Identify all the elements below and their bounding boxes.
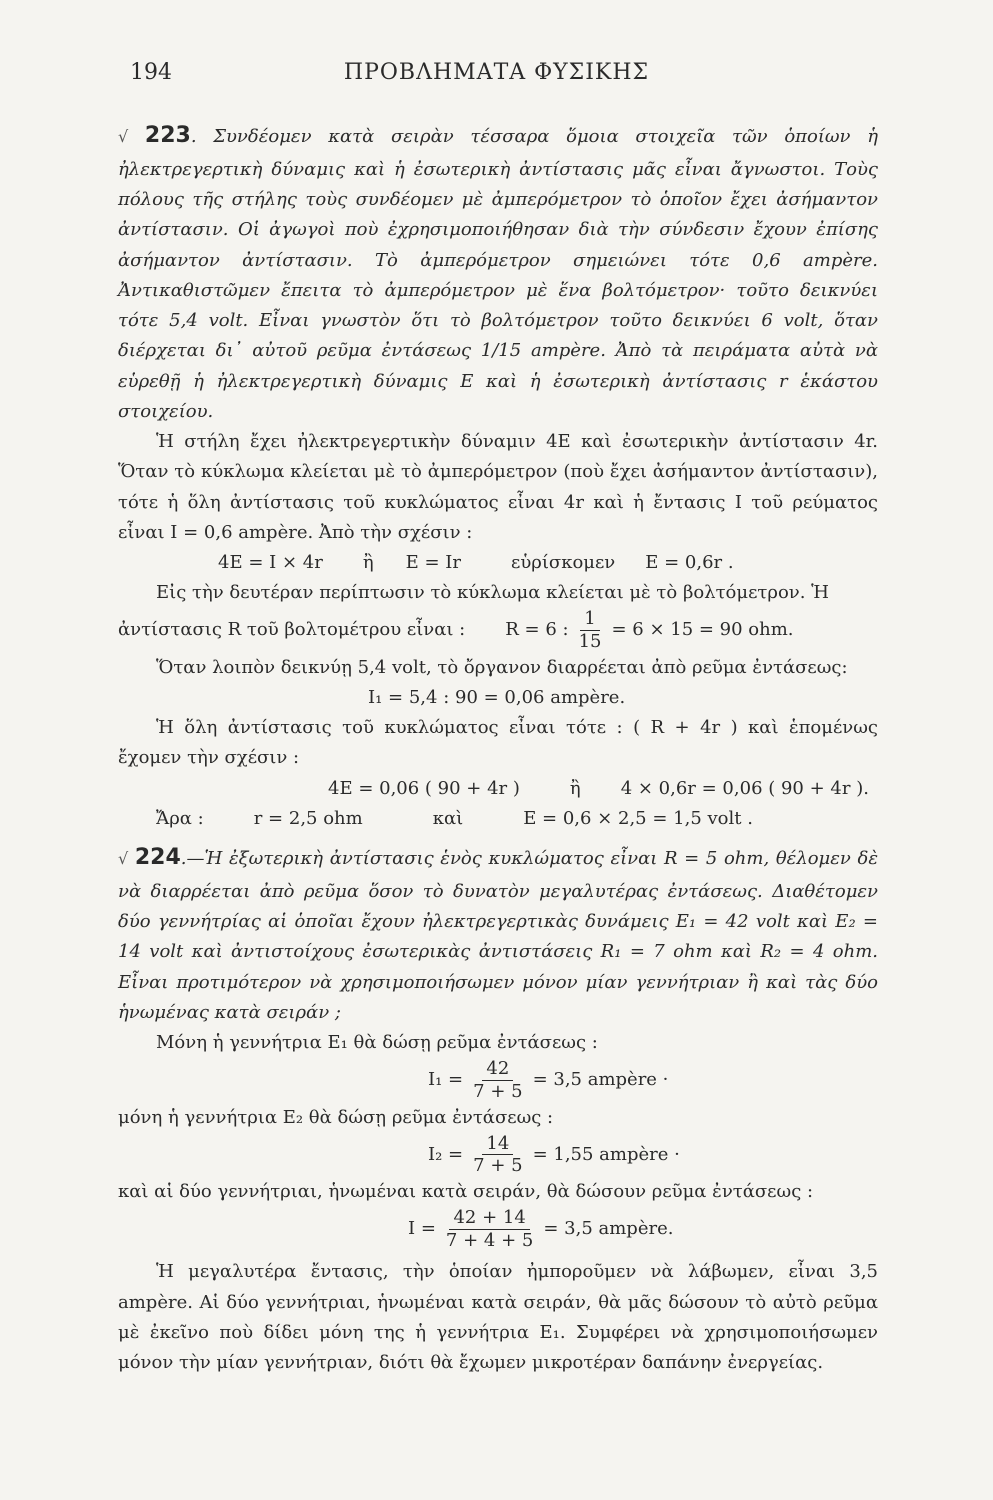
equation: 4 × 0,6r = 0,06 ( 90 + 4r ). <box>620 777 869 799</box>
equation-line <box>118 774 878 804</box>
equation: = 1,55 ampère · <box>532 1143 680 1165</box>
equation: I = <box>408 1218 436 1240</box>
solution-paragraph: Εἰς τὴν δευτέραν περίπτωσιν τὸ κύκλωμα κλείεται μὲ τὸ βολτόμετρον. Ἡ <box>156 582 830 604</box>
page-header <box>130 60 863 90</box>
problem-text: .—Ἡ ἐξωτερικὴ ἀντίστασις ἑνὸς κυκλώματος εἶναι R = 5 ohm, θέλομεν δὲ νὰ διαρρέεται ἀπὸ ρεῦμα ὅσον τὸ δυνατὸν μεγαλυτέρας ἐντάσεως. Διαθέτομεν δύο γεννήτρίας αἱ ὁποῖαι ἔχουν ἠλεκτρεγερτικὰς δυνάμεις E₁ = 42 volt καὶ E₂ = 14 volt καὶ ἀντιστοίχους ἐσωτερικὰς ἀντιστάσεις R₁ = 7 ohm καὶ R₂ = 4 ohm. Εἶναι προτιμότερον νὰ χρησιμοποιήσωμεν μόνον μίαν γεννήτριαν ἢ καὶ τὰς δύο ἡνωμένας κατὰ σειράν ; <box>118 848 878 1023</box>
fraction-numerator: 14 <box>482 1133 513 1156</box>
equation: E = Ir <box>405 552 461 573</box>
solution-paragraph: καὶ αἱ δύο γεννήτριαι, ἡνωμέναι κατὰ σειράν, θὰ δώσουν ρεῦμα ἐντάσεως : <box>118 1181 814 1203</box>
solution-paragraph: μόνη ἡ γεννήτρια E₂ θὰ δώσῃ ρεῦμα ἐντάσεως : <box>118 1106 554 1128</box>
equation-line <box>118 608 878 652</box>
equation-text: καὶ <box>432 807 464 829</box>
equation: = 3,5 ampère · <box>532 1069 669 1091</box>
equation-text: Ἄρα : <box>156 807 204 829</box>
equation-text: εὑρίσκομεν <box>511 552 616 573</box>
page-title: ΠΡΟΒΛΗΜΑΤΑ ΦΥΣΙΚΗΣ <box>343 60 650 85</box>
fraction <box>469 1133 526 1177</box>
equation-text: ἢ <box>569 777 581 799</box>
fraction-numerator: 42 + 14 <box>449 1207 529 1230</box>
fraction <box>575 608 606 652</box>
solution-paragraph: Μόνη ἡ γεννήτρια E₁ θὰ δώσῃ ρεῦμα ἐντάσεως : <box>156 1032 598 1054</box>
fraction-denominator: 7 + 4 + 5 <box>445 1229 534 1251</box>
page-number: 194 <box>130 60 172 85</box>
check-mark-icon: √ <box>118 849 129 869</box>
equation: I₁ = 5,4 : 90 = 0,06 ampère. <box>368 686 626 708</box>
equation: 4E = 0,06 ( 90 + 4r ) <box>328 777 520 799</box>
fraction <box>442 1207 537 1251</box>
fraction-numerator: 42 <box>482 1058 513 1081</box>
equation: E = 0,6r . <box>645 552 734 573</box>
equation-text: ἢ <box>362 552 374 573</box>
fraction-denominator: 7 + 5 <box>473 1155 523 1177</box>
fraction-denominator: 15 <box>578 631 602 653</box>
equation: I₁ = <box>428 1069 464 1091</box>
fraction-numerator: 1 <box>580 608 599 631</box>
equation-line <box>118 548 878 578</box>
page-content <box>118 118 878 1378</box>
equation: R = 6 : <box>505 619 569 641</box>
problem-223-statement <box>118 118 878 427</box>
problem-number: 223 <box>144 123 191 148</box>
equation: E = 0,6 × 2,5 = 1,5 volt . <box>523 807 753 829</box>
equation: r = 2,5 ohm <box>253 807 363 829</box>
equation-line <box>118 1207 878 1251</box>
equation-line <box>118 804 878 834</box>
solution-paragraph: Ἡ στήλη ἔχει ἠλεκτρεγερτικὴν δύναμιν 4E καὶ ἐσωτερικὴν ἀντίστασιν 4r. Ὅταν τὸ κύκλωμα κλείεται μὲ τὸ ἀμπερόμετρον (ποὺ ἔχει ἀσήμαντον ἀντίστασιν), τότε ἡ ὅλη ἀντίστασις τοῦ κυκλώματος εἶναι 4r καὶ ἡ ἔντασις I τοῦ ρεύματος εἶναι I = 0,6 ampère. Ἀπὸ τὴν σχέσιν : <box>118 431 878 543</box>
equation-line <box>118 1133 878 1177</box>
equation: I₂ = <box>428 1143 464 1165</box>
equation: 4E = I × 4r <box>218 552 323 573</box>
problem-224-statement <box>118 840 878 1028</box>
equation-line <box>118 1058 878 1102</box>
solution-paragraph: Ὅταν λοιπὸν δεικνύῃ 5,4 volt, τὸ ὄργανον διαρρέεται ἀπὸ ρεῦμα ἐντάσεως: <box>156 656 848 678</box>
equation: = 3,5 ampère. <box>543 1218 674 1240</box>
problem-text: . Συνδέομεν κατὰ σειρὰν τέσσαρα ὅμοια στοιχεῖα τῶν ὁποίων ἡ ἠλεκτρεγερτικὴ δύναμις καὶ ἡ ἐσωτερικὴ ἀντίστασις μᾶς εἶναι ἄγνωστοι. Τοὺς πόλους τῆς στήλης τοὺς συνδέομεν μὲ ἀμπερόμετρον τὸ ὁποῖον ἔχει ἀσήμαντον ἀντίστασιν. Οἱ ἀγωγοὶ ποὺ ἐχρησιμοποιήθησαν διὰ τὴν σύνδεσιν ἔχουν ἐπίσης ἀσήμαντον ἀντίστασιν. Τὸ ἀμπερόμετρον σημειώνει τότε 0,6 ampère. Ἀντικαθιστῶμεν ἔπειτα τὸ ἀμπερόμετρον μὲ ἕνα βολτόμετρον· τοῦτο δεικνύει τότε 5,4 volt. Εἶναι γνωστὸν ὅτι τὸ βολτόμετρον τοῦτο δεικνύει 6 volt, ὅταν διέρχεται δι᾽ αὐτοῦ ρεῦμα ἐντάσεως 1/15 ampère. Ἀπὸ τὰ πειράματα αὐτὰ νὰ εὑρεθῇ ἡ ἠλεκτρεγερτικὴ δύναμις E καὶ ἡ ἐσωτερικὴ ἀντίστασις r ἑκάστου στοιχείου. <box>118 126 878 422</box>
conclusion-paragraph: Ἡ μεγαλυτέρα ἔντασις, τὴν ὁποίαν ἠμποροῦμεν νὰ λάβωμεν, εἶναι 3,5 ampère. Αἱ δύο γεννήτριαι, ἡνωμέναι κατὰ σειράν, θὰ μᾶς δώσουν τὸ αὐτὸ ρεῦμα μὲ ἐκεῖνο ποὺ δίδει μόνη της ἡ γεννήτρια E₁. Συμφέρει νὰ χρησιμοποιήσωμεν μόνον τὴν μίαν γεννήτριαν, διότι θὰ ἔχωμεν μικροτέραν δαπάνην ἐνεργείας. <box>118 1261 878 1374</box>
equation-line <box>118 683 878 713</box>
problem-number: 224 <box>134 845 181 871</box>
equation-text: ἀντίστασις R τοῦ βολτομέτρου εἶναι : <box>118 619 466 641</box>
fraction <box>469 1058 526 1102</box>
solution-paragraph: Ἡ ὅλη ἀντίστασις τοῦ κυκλώματος εἶναι τότε : ( R + 4r ) καὶ ἑπομένως ἔχομεν τὴν σχέσιν : <box>118 717 878 769</box>
equation: = 6 × 15 = 90 ohm. <box>611 619 794 641</box>
check-mark-icon: √ <box>118 127 129 146</box>
fraction-denominator: 7 + 5 <box>473 1081 523 1103</box>
